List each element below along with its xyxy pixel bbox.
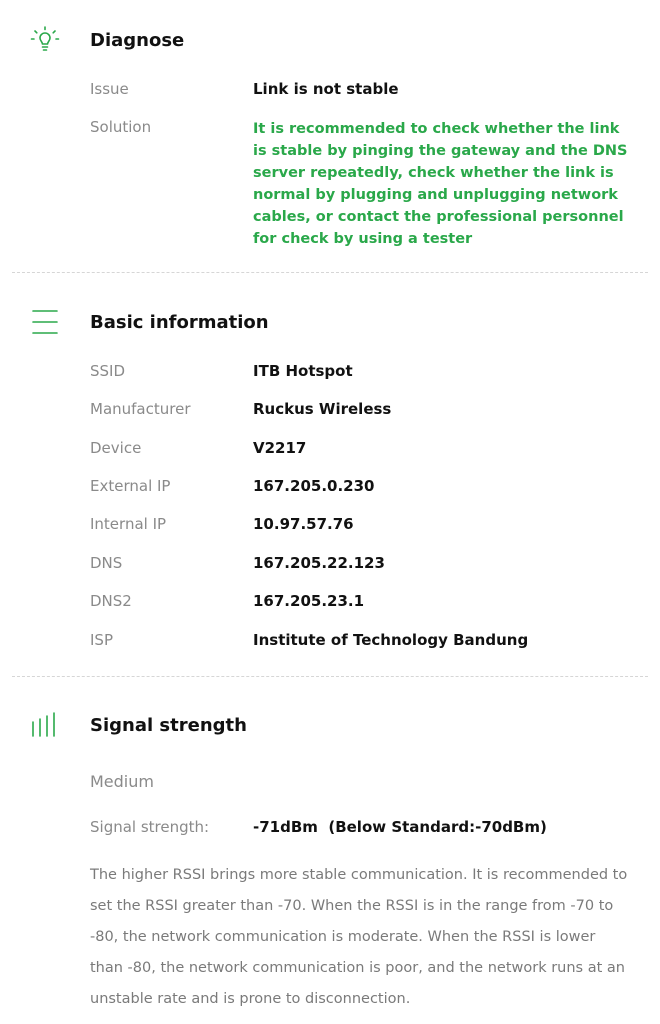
info-label: SSID (90, 362, 126, 380)
signal-strength-value: -71dBm (Below Standard:-70dBm) (253, 818, 547, 836)
signal-title: Signal strength (90, 715, 247, 736)
info-label: DNS2 (90, 592, 132, 610)
basic-info-title: Basic information (90, 312, 269, 333)
info-label: ISP (90, 631, 113, 649)
signal-strength-row (0, 818, 660, 844)
info-label: DNS (90, 554, 123, 572)
info-value: V2217 (253, 439, 307, 457)
solution-label: Solution (90, 118, 152, 136)
info-value: ITB Hotspot (253, 362, 353, 380)
signal-bars-icon (28, 708, 62, 742)
info-value: 10.97.57.76 (253, 515, 354, 533)
diagnose-title: Diagnose (90, 30, 185, 51)
info-label: Internal IP (90, 515, 167, 533)
solution-value: It is recommended to check whether the link is stable by pinging the gateway and the DNS server repeatedly, check whether the link is normal by plugging and unplugging network cables, or contact the professional personnel for check by using a tester (253, 121, 628, 247)
signal-strength-label: Signal strength: (90, 818, 210, 836)
info-label: Device (90, 439, 142, 457)
info-label: External IP (90, 477, 171, 495)
signal-level: Medium (90, 772, 154, 791)
info-value: 167.205.0.230 (253, 477, 375, 495)
info-value: Institute of Technology Bandung (253, 631, 529, 649)
issue-value: Link is not stable (253, 80, 399, 98)
info-value: 167.205.23.1 (253, 592, 365, 610)
signal-description: The higher RSSI brings more stable communication. It is recommended to set the RSSI greater than -70. When the RSSI is in the range from -70 to -80, the network communication is moderate. When the RSSI is lower than -80, the network communication is poor, and the network runs at an unstable rate and is prone to disconnection. (90, 867, 628, 1007)
issue-label: Issue (90, 80, 129, 98)
info-label: Manufacturer (90, 400, 191, 418)
info-value: Ruckus Wireless (253, 400, 392, 418)
info-value: 167.205.22.123 (253, 554, 385, 572)
